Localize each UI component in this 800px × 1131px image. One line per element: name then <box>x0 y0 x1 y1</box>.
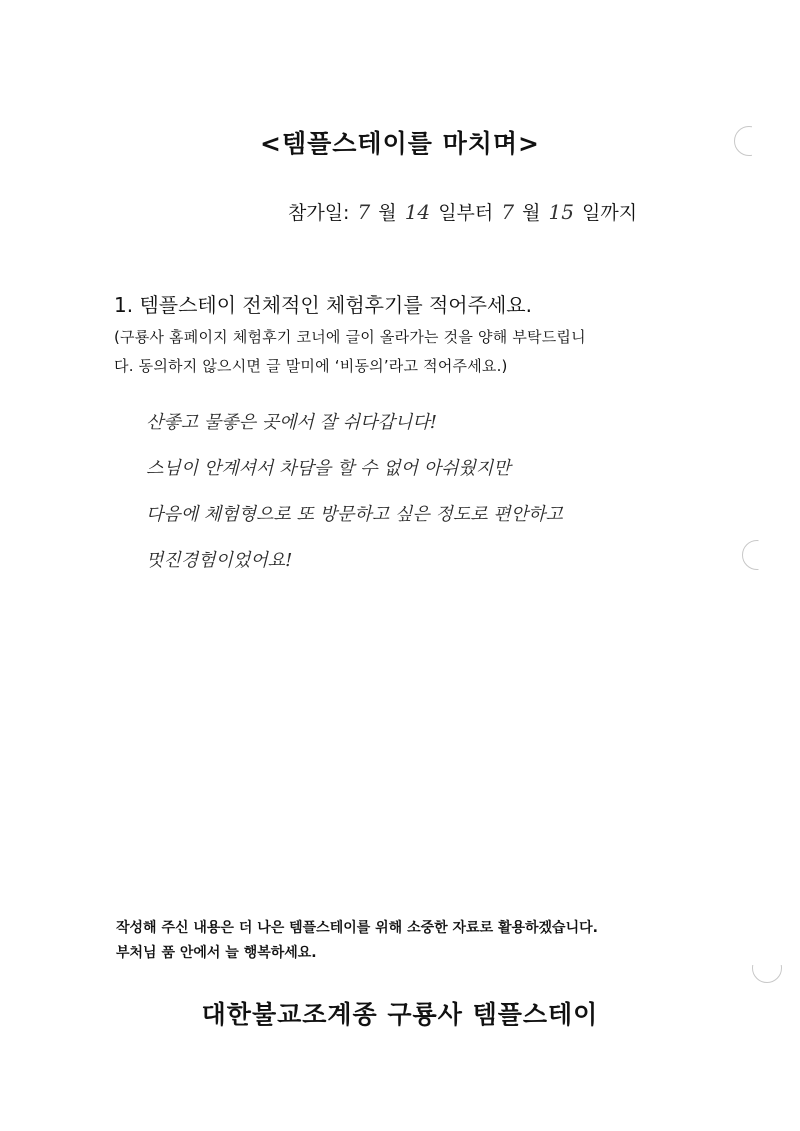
question-title: 1. 템플스테이 전체적인 체험후기를 적어주세요. <box>114 293 532 317</box>
answer-line: 스님이 안계셔서 차담을 할 수 없어 아쉬웠지만 <box>146 458 511 479</box>
participation-dates <box>288 198 637 225</box>
handwritten-answer <box>146 400 706 584</box>
answer-line: 다음에 체험형으로 또 방문하고 싶은 정도로 편안하고 <box>146 504 563 525</box>
footer-note-line: 부처님 품 안에서 늘 행복하세요. <box>116 945 317 961</box>
answer-line: 산좋고 물좋은 곳에서 잘 쉬다갑니다! <box>146 412 437 433</box>
question-note-line: 다. 동의하지 않으시면 글 말미에 ‘비동의’라고 적어주세요.) <box>114 357 508 375</box>
month-label: 월 <box>378 202 397 224</box>
day-from-label: 일부터 <box>438 202 494 224</box>
footer-note-line: 작성해 주신 내용은 더 나은 템플스테이를 위해 소중한 자료로 활용하겠습니다. <box>116 920 598 936</box>
question-note <box>114 323 704 381</box>
start-day-value: 14 <box>404 200 431 224</box>
punch-hole-mark <box>742 540 772 570</box>
end-day-value: 15 <box>548 200 574 224</box>
footer-note <box>116 916 716 966</box>
end-month-value: 7 <box>501 200 515 224</box>
question-note-line: (구룡사 홈페이지 체험후기 코너에 글이 올라가는 것을 양해 부탁드립니 <box>114 328 586 346</box>
start-month-value: 7 <box>357 200 371 224</box>
day-until-label: 일까지 <box>582 202 638 224</box>
organization-name: 대한불교조계종 구룡사 템플스테이 <box>201 1000 599 1029</box>
month-label: 월 <box>522 202 541 224</box>
answer-line: 멋진경험이었어요! <box>146 550 293 571</box>
document-title: <템플스테이를 마치며> <box>260 129 540 158</box>
participation-label: 참가일: <box>288 202 350 224</box>
punch-hole-mark <box>752 953 782 983</box>
